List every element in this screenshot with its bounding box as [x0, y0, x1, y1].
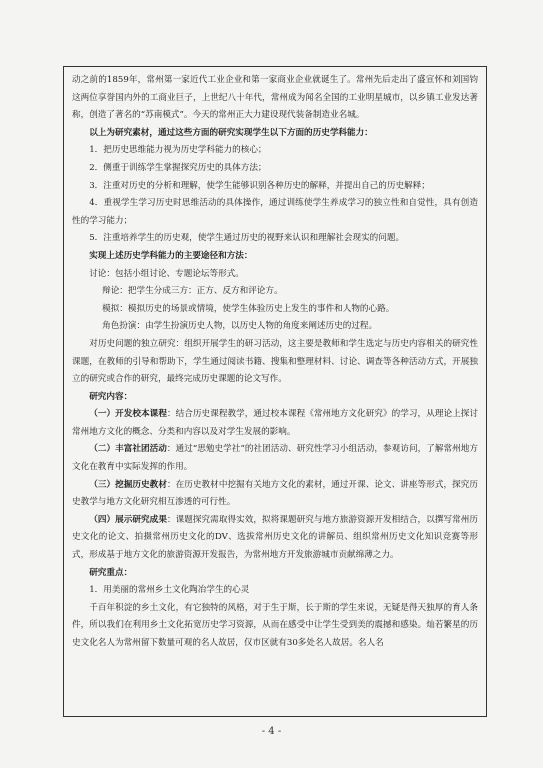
list-item: 4．重视学生学习历史时思维活动的具体操作，通过训练使学生养成学习的独立性和自觉性，具有创造性的学习能力；: [72, 198, 478, 226]
item-text: ：在历史教材中挖掘有关地方文化的素材，通过开课、论文、讲座等形式，探究历史教学与地方文化研究相互渗透的可行性。: [72, 479, 478, 508]
heading-research-content: 研究内容：: [89, 391, 133, 402]
heading-research-materials: 以上为研究素材，通过这些方面的研究实现学生以下方面的历史学科能力：: [89, 127, 373, 138]
focus-item-1: 1．用美丽的常州乡土文化陶冶学生的心灵: [89, 585, 250, 596]
item-lead: （一）开发校本课程: [89, 409, 167, 420]
method-simulation: 模拟：模拟历史的场景或情境，使学生体验历史上发生的事件和人物的心路。: [102, 303, 395, 314]
method-role-play: 角色扮演：由学生扮演历史人物，以历史人物的角度来阐述历史的过程。: [102, 321, 378, 332]
list-item: 5．注重培养学生的历史观，使学生通过历史的视野来认识和理解社会现实的问题。: [89, 233, 405, 244]
content-item-3: [72, 477, 478, 512]
item-text: ：结合历史课程教学，通过校本课程《常州地方文化研究》的学习，从理论上探讨常州地方文化的概念、分类和内容以及对学生发展的影响。: [72, 409, 478, 437]
document-frame: [63, 66, 487, 717]
focus-paragraph: 千百年积淀的乡土文化，有它独特的风格，对于生于斯，长于斯的学生来说，无疑是得天独厚的育人条件，所以我们在利用乡土文化拓宽历史学习资源，从而在感受中让学生受到美的震撼和感染。灿若繁星的历史文化名人为常州留下数量可观的名人故居，仅市区就有30多处名人故居。名人名: [72, 602, 478, 648]
method-debate: 辩论：把学生分成三方：正方、反方和评论方。: [102, 286, 283, 297]
item-text: ：通过“思勉史学社”的社团活动、研究性学习小组活动，参观访问，了解常州地方文化在教育中实际发挥的作用。: [72, 444, 478, 473]
document-content: [64, 67, 486, 653]
item-lead: （三）挖掘历史教材: [89, 479, 167, 490]
page-number: - 4 -: [261, 726, 282, 737]
item-lead: （二）丰富社团活动: [89, 444, 167, 455]
list-item: 3．注重对历史的分析和理解，使学生能够识别各种历史的解释，并提出自己的历史解释；: [89, 180, 430, 191]
item-text: ：课题探究需取得实效，拟将课题研究与地方旅游资源开发相结合，以撰写常州历史文化的论文、拍摄常州历史文化的DV、选拔常州历史文化的讲解员、组织常州历史文化知识竞赛等形式，形成基于地方文化的旅游资源开发报告，为常州地方开发旅游城市贡献绵薄之力。: [72, 514, 478, 561]
heading-research-focus: 研究重点：: [89, 567, 133, 578]
method-independent-research: 对历史问题的独立研究：组织开展学生的研习活动，这主要是教师和学生选定与历史内容相关的研究性课题，在教师的引导和帮助下，学生通过阅读书籍、搜集和整理材料、讨论、调查等各种活动方式，开展独立的研究或合作的研究，最终完成历史课题的论文写作。: [72, 338, 478, 385]
content-item-4: [72, 512, 478, 565]
list-item: 1．把历史思维能力视为历史学科能力的核心；: [89, 145, 267, 156]
paragraph-intro: 动之前的1859年，常州第一家近代工业企业和第一家商业企业就诞生了。常州先后走出了盛宣怀和刘国钧这两位享誉国内外的工商业巨子，上世纪八十年代，常州成为闻名全国的工业明星城市，以乡镇工业发达著称，创造了著名的“苏南模式”。今天的常州正大力建设现代装备制造业名城。: [72, 75, 478, 121]
heading-methods: 实现上述历史学科能力的主要途径和方法：: [89, 250, 253, 261]
method-discussion: 讨论：包括小组讨论、专题论坛等形式。: [89, 268, 244, 279]
content-item-1: [72, 406, 478, 441]
list-item: 2．侧重于训练学生掌握探究历史的具体方法；: [89, 162, 267, 173]
content-item-2: [72, 441, 478, 476]
item-lead: （四）展示研究成果: [89, 514, 167, 525]
